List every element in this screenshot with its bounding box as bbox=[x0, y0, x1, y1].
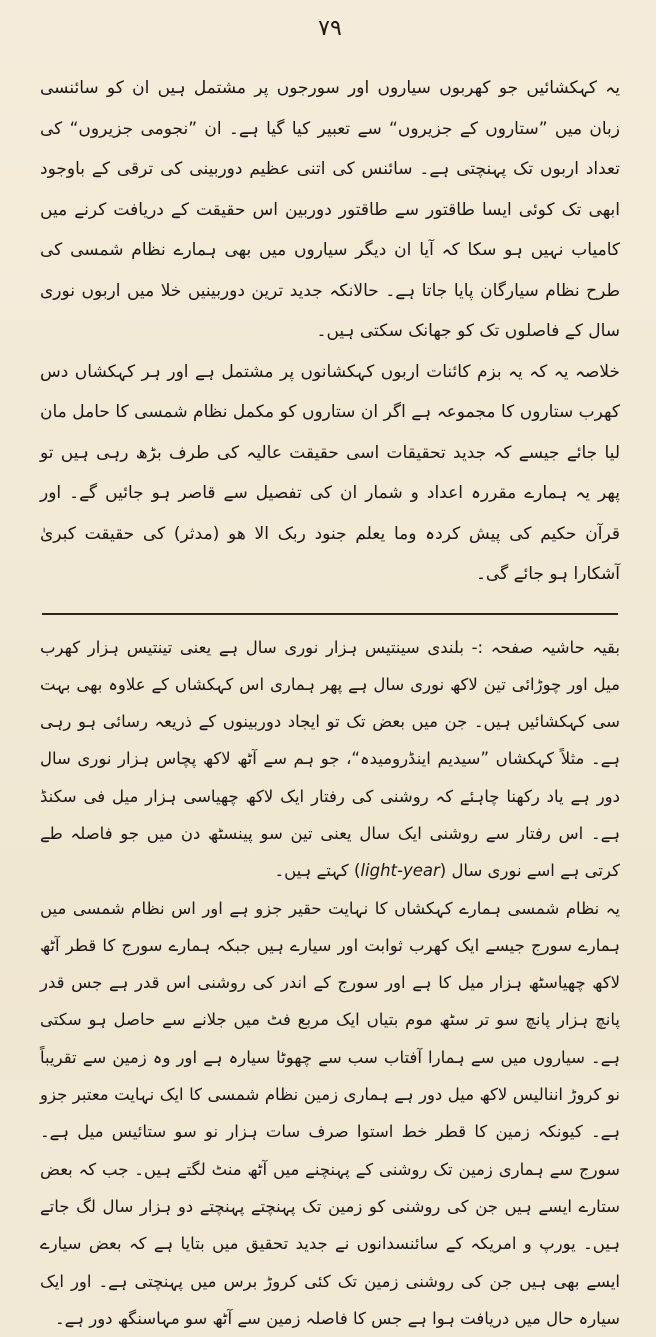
footnote-text-before: بقیہ حاشیہ صفحہ :- بلندی سینتیس ہزار نوری سال ہے یعنی تینتیس ہزار کھرب میل اور چوڑائی تین لاکھ نوری سال ہے پھر ہماری اس کہکشاں کے علاوہ بھی بہت سی کہکشائیں ہیں۔ جن میں بعض تک تو ایجاد دوربینوں کے ذریعہ رسائی ہو رہی ہے۔ مثلاً کہکشاں ”سیدیم اینڈرومیدہ“، جو ہم سے آٹھ لاکھ پچاس ہزار نوری سال دور ہے یاد رکھنا چاہئے کہ روشنی کی رفتار ایک لاکھ چھیاسی ہزار میل فی سکنڈ ہے۔ اس رفتار سے روشنی ایک سال یعنی تین سو پینسٹھ دن میں جو فاصلہ طے کرتی ہے اسے نوری سال ( bbox=[40, 638, 620, 881]
footnote-divider bbox=[42, 613, 618, 615]
main-paragraph-1: یہ کہکشائیں جو کھربوں سیاروں اور سورجوں پر مشتمل ہیں ان کو سائنسی زبان میں ”ستاروں کے جزیروں“ سے تعبیر کیا گیا ہے۔ ان ”نجومی جزیروں“ کی تعداد اربوں تک پہنچتی ہے۔ سائنس کی اتنی عظیم دوربینی کی ترقی کے باوجود ابھی تک کوئی ایسا طاقتور سے طاقتور دوربین اس حقیقت کے دریافت کرنے میں کامیاب نہیں ہو سکا کہ آیا ان دیگر سیاروں میں بھی ہمارے نظام شمسی کی طرح نظام سیارگان پایا جاتا ہے۔ حالانکہ جدید ترین دوربینیں خلا میں اربوں نوری سال کے فاصلوں تک کو جھانک سکتی ہیں۔ bbox=[40, 68, 620, 352]
footnote-paragraph-1 bbox=[40, 629, 620, 890]
footnote-paragraph-2: یہ نظام شمسی ہمارے کہکشاں کا نہایت حقیر جزو ہے اور اس نظام شمسی میں ہمارے سورج جیسے ایک کھرب ثوابت اور سیارے ہیں جبکہ ہمارے سورج کا قطر آٹھ لاکھ چھیاسٹھ ہزار میل کا ہے اور سورج کے اندر کی روشنی اس قدر ہے جس قدر پانچ ہزار پانچ سو تر سٹھ موم بتیاں ایک مربع فٹ میں جلانے سے حاصل ہو سکتی ہے۔ سیاروں میں سے ہمارا آفتاب سب سے چھوٹا سیارہ ہے اور وہ زمین سے تقریباً نو کروڑ اننالیس لاکھ میل دور ہے ہماری زمین نظام شمسی کا ایک نہایت معتبر جزو ہے۔ کیونکہ زمین کا قطر خط استوا صرف سات ہزار نو سو ستائیس میل ہے۔ سورج سے ہماری زمین تک روشنی کے پہنچنے میں آٹھ منٹ لگتے ہیں۔ جب کہ بعض ستارے ایسے ہیں جن کی روشنی کو زمین تک پہنچتے پہنچتے دو ہزار سال لگ جاتے ہیں۔ یورپ و امریکہ کے سائنسدانوں نے جدید تحقیق میں بتایا ہے کہ بعض سیارے ایسے بھی ہیں جن کی روشنی زمین تک کئی کروڑ برس میں پہنچتی ہے۔ اور ایک سیارہ حال میں دریافت ہوا ہے جس کا فاصلہ زمین سے آٹھ سو مہاسنگھ دور ہے۔ bbox=[40, 890, 620, 1337]
main-paragraph-2: خلاصہ یہ کہ یہ بزم کائنات اربوں کہکشانوں پر مشتمل ہے اور ہر کہکشاں دس کھرب ستاروں کا مجموعہ ہے اگر ان ستاروں کو مکمل نظام شمسی کا حامل مان لیا جائے جیسے کہ جدید تحقیقات اسی حقیقت عالیہ کی طرف بڑھ رہی ہیں تو پھر یہ ہمارے مقررہ اعداد و شمار ان کی تفصیل سے قاصر ہو جائیں گے۔ اور قرآن حکیم کی پیش کردہ وما یعلم جنود ربک الا ھو (مدثر) کی حقیقت کبریٰ آشکارا ہو جائے گی۔ bbox=[40, 352, 620, 595]
main-text bbox=[40, 68, 620, 595]
light-year-term: light-year bbox=[360, 861, 439, 880]
footnote-text-after: ) کہتے ہیں۔ bbox=[274, 861, 360, 880]
page-number: ۷۹ bbox=[40, 16, 620, 42]
footnote bbox=[40, 629, 620, 1337]
